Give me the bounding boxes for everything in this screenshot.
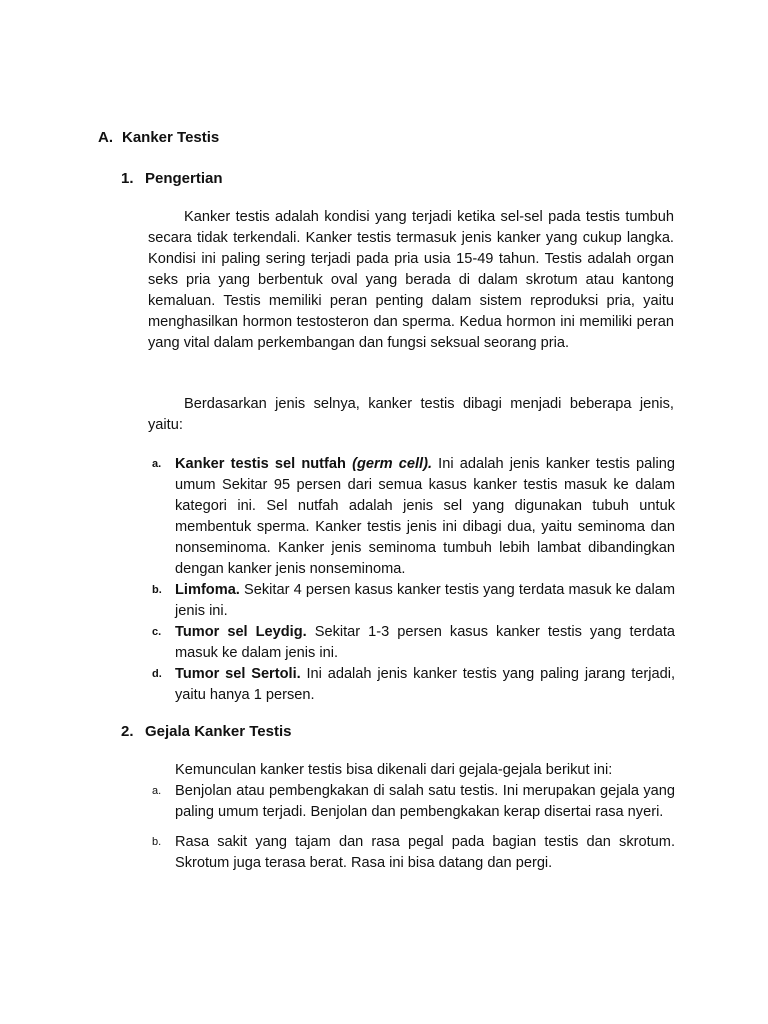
list-marker: b. (152, 584, 162, 596)
cancer-types-list (152, 454, 675, 706)
list-item-term: Tumor sel Sertoli. (175, 666, 301, 682)
list-marker: a. (152, 458, 162, 470)
subsection-number: 1. (121, 170, 134, 187)
list-marker: d. (152, 668, 162, 680)
list-item (152, 454, 675, 580)
list-item (152, 664, 675, 706)
section-number: A. (98, 129, 113, 146)
term-italic-text: (germ cell). (352, 456, 433, 472)
subsection-heading-1 (121, 170, 223, 187)
subsection-title: Gejala Kanker Testis (145, 723, 292, 740)
section-title: Kanker Testis (122, 129, 220, 146)
list-item-text: Rasa sakit yang tajam dan rasa pegal pada bagian testis dan skrotum. Skrotum juga terasa berat. Rasa ini bisa datang dan pergi. (175, 834, 675, 871)
list-item-text: Sekitar 4 persen kasus kanker testis yang terdata masuk ke dalam jenis ini. (175, 582, 675, 619)
paragraph-symptoms-intro: Kemunculan kanker testis bisa dikenali dari gejala-gejala berikut ini: (175, 762, 613, 778)
symptoms-list (152, 781, 675, 874)
list-item (152, 580, 675, 622)
list-item-term: Tumor sel Leydig. (175, 624, 307, 640)
term-text: Kanker testis sel nutfah (175, 456, 353, 472)
list-item-text: Benjolan atau pembengkakan di salah satu testis. Ini merupakan gejala yang paling umum terjadi. Benjolan dan pembengkakan kerap disertai rasa nyeri. (175, 783, 675, 820)
list-marker: b. (152, 836, 162, 848)
list-item (152, 781, 675, 823)
list-item-term (175, 456, 432, 472)
subsection-heading-2 (121, 723, 291, 740)
subsection-title: Pengertian (145, 170, 223, 187)
list-item-text: Ini adalah jenis kanker testis paling umum Sekitar 95 persen dari semua kasus kanker testis masuk ke dalam kategori ini. Sel nutfah adalah jenis sel yang digunakan tubuh untuk membentuk sperma. Kanker testis jenis ini dibagi dua, yaitu seminoma dan nonseminoma. Kanker jenis seminoma tumbuh lebih lambat dibandingkan dengan kanker jenis nonseminoma. (175, 456, 675, 577)
list-item (152, 622, 675, 664)
list-item (152, 832, 675, 874)
list-item-term: Limfoma. (175, 582, 240, 598)
subsection-number: 2. (121, 723, 134, 740)
list-marker: c. (152, 626, 162, 638)
paragraph-definition: Kanker testis adalah kondisi yang terjadi ketika sel-sel pada testis tumbuh secara tidak terkendali. Kanker testis termasuk jenis kanker yang cukup langka. Kondisi ini paling sering terjadi pada pria usia 15-49 tahun. Testis adalah organ seks pria yang berbentuk oval yang berada di dalam skrotum atau kantong kemaluan. Testis memiliki peran penting dalam sistem reproduksi pria, yaitu menghasilkan hormon testosteron dan sperma. Kedua hormon ini memiliki peran yang vital dalam perkembangan dan fungsi seksual seorang pria. (148, 209, 674, 351)
list-item-text: Ini adalah jenis kanker testis yang paling jarang terjadi, yaitu hanya 1 persen. (175, 666, 675, 703)
section-heading-a (98, 129, 219, 146)
list-marker: a. (152, 785, 162, 797)
paragraph-types-intro: Berdasarkan jenis selnya, kanker testis dibagi menjadi beberapa jenis, yaitu: (148, 396, 674, 433)
list-item-text: Sekitar 1-3 persen kasus kanker testis yang terdata masuk ke dalam jenis ini. (175, 624, 675, 661)
